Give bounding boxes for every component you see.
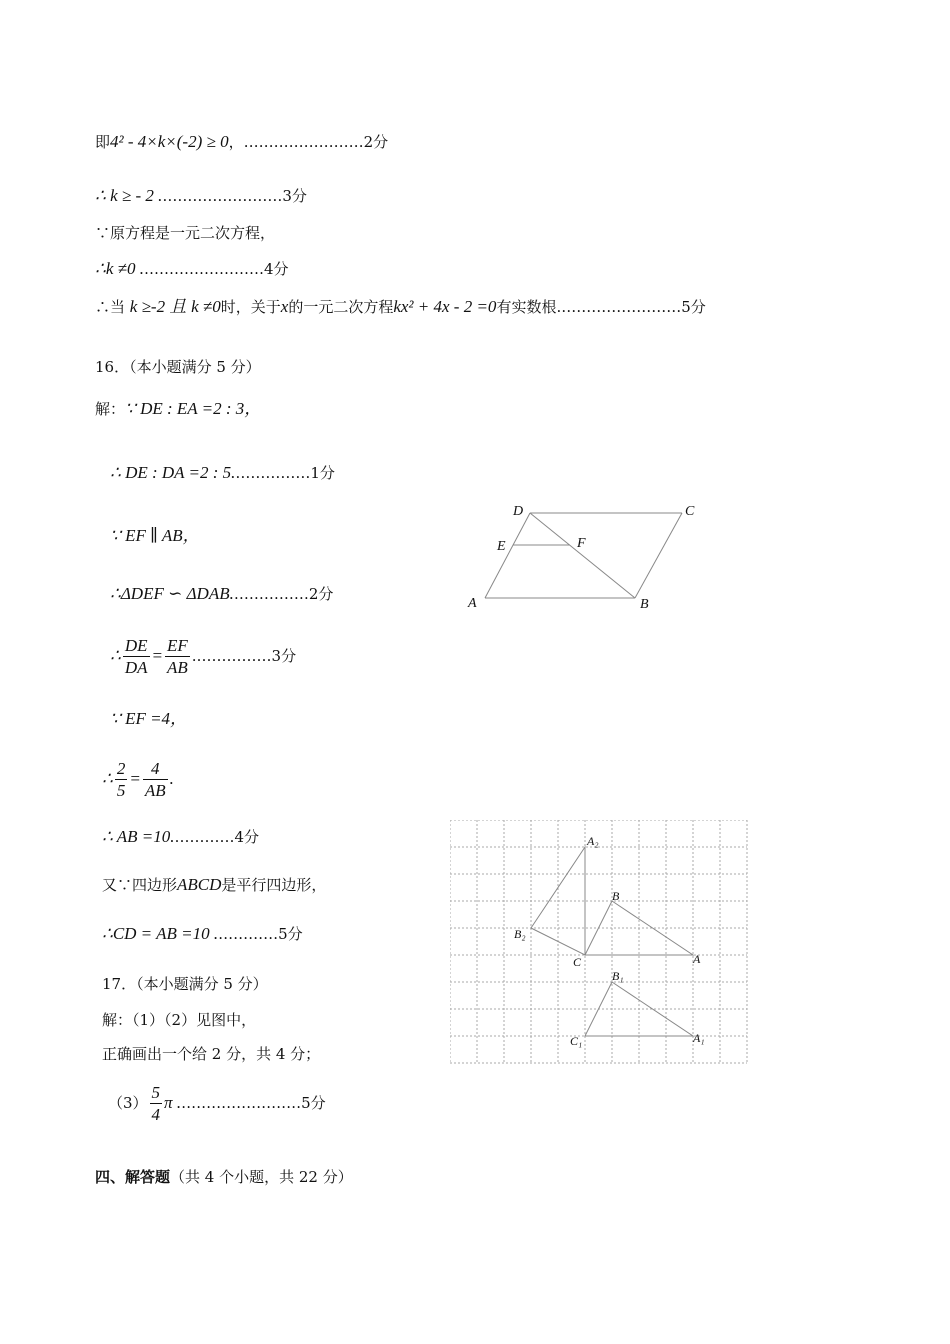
grid-figure: [450, 820, 748, 1064]
q15-line3: ∵原方程是一元二次方程，: [95, 224, 276, 242]
q16-l4: ∴ΔDEF ∽ ΔDAB.……………2分: [110, 584, 334, 603]
label-A: A: [468, 596, 477, 611]
fraction: $\frac{5}{4}$: [151, 1083, 161, 1125]
q16-l1: 解：∵ DE : EA =2 : 3，: [95, 399, 262, 418]
label-C1: C₁: [570, 1034, 583, 1048]
fraction: $\frac{2}{5}$: [116, 759, 126, 801]
q16-l3: ∵ EF ∥ AB，: [110, 526, 200, 545]
side-CB: [635, 513, 682, 598]
q16-heading: 16．（本小题满分 5 分）: [95, 358, 261, 376]
q15-line2: ∴ k ≥ - 2 .……………………3分: [95, 186, 307, 205]
section4-heading: 四、解答题（共 4 个小题，共 22 分）: [95, 1168, 353, 1186]
q15-line1-expr: 4² - 4×k×(-2) ≥ 0: [110, 132, 229, 151]
label-F: F: [577, 536, 586, 551]
label-A2: A₂: [587, 834, 599, 848]
label-A: A: [693, 952, 701, 966]
side-AD: [485, 513, 530, 598]
q15-line1: 即4² - 4×k×(-2) ≥ 0，……………………2分: [95, 132, 389, 151]
fraction: $\frac{4}{AB}$: [144, 759, 166, 801]
q16-l5: ∴ $\frac{DE}{DA}$ = $\frac{EF}{AB}$ .……………3分: [110, 636, 297, 678]
fraction: $\frac{DE}{DA}$: [124, 636, 148, 678]
q15-line5: ∴当 k ≥-2 且 k ≠0时，关于x的一元二次方程kx² + 4x - 2 =0有实数根.……………………5分: [95, 297, 706, 316]
label-E: E: [497, 539, 506, 554]
q17-l3: （3） $\frac{5}{4}$ π .……………………5分: [108, 1083, 326, 1125]
diagonal-DB: [530, 513, 635, 598]
q16-l6: ∵ EF =4，: [110, 709, 188, 728]
fraction: $\frac{EF}{AB}$: [166, 636, 188, 678]
q17-heading: 17．（本小题满分 5 分）: [102, 975, 268, 993]
label-B1: B₁: [612, 969, 624, 983]
q17-l1: 解：（1）（2）见图中，: [102, 1011, 257, 1029]
label-B: B: [640, 597, 649, 612]
q17-l2: 正确画出一个给 2 分，共 4 分；: [102, 1045, 321, 1063]
label-B: B: [612, 889, 620, 903]
q15-line4: ∴k ≠0 .……………………4分: [95, 259, 289, 278]
label-A1: A₁: [693, 1031, 705, 1045]
q16-l7: ∴ $\frac{2}{5}$ = $\frac{4}{AB}$ .: [102, 759, 174, 801]
label-C: C: [685, 504, 695, 519]
label-D: D: [513, 504, 524, 519]
q16-l10: ∴CD = AB =10 .…………5分: [102, 924, 303, 943]
q16-l8: ∴ AB =10.…………4分: [102, 827, 260, 846]
label-C: C: [573, 955, 582, 969]
label-B2: B₂: [514, 927, 526, 941]
q16-l9: 又∵四边形ABCD是平行四边形，: [102, 875, 327, 894]
parallelogram-figure: [460, 498, 710, 613]
q16-l2: ∴ DE : DA =2 : 5.……………1分: [110, 463, 335, 482]
grid-lines: [450, 820, 747, 1063]
